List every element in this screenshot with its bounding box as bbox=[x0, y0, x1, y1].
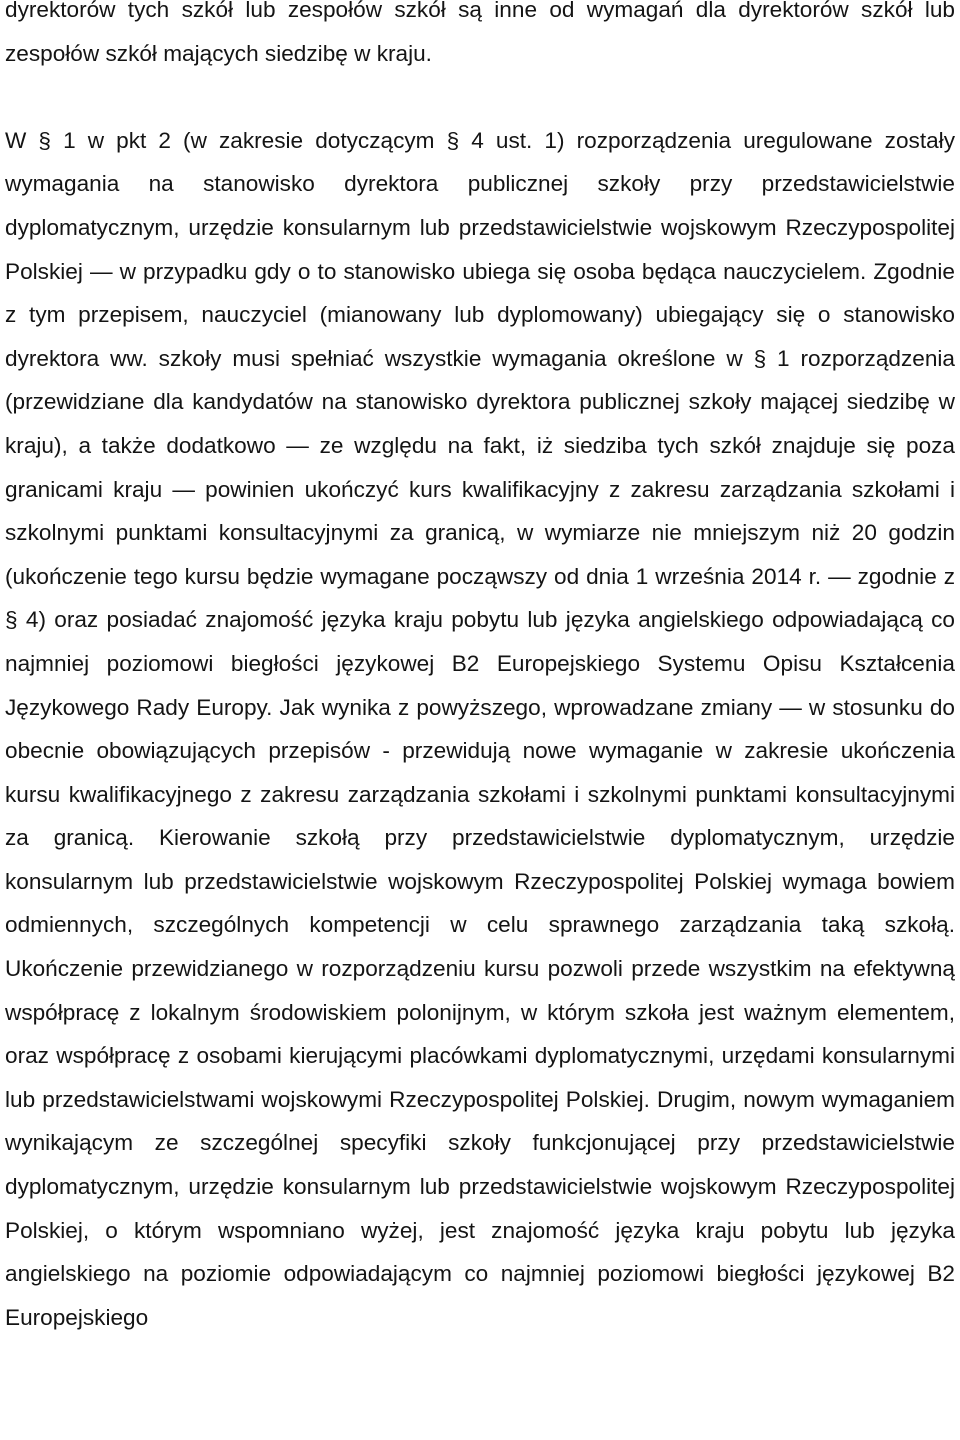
document-page bbox=[5, 0, 955, 1440]
paragraph-spacer bbox=[5, 75, 955, 119]
paragraph-continued: dyrektorów tych szkół lub zespołów szkół są inne od wymagań dla dyrektorów szkół lub zespołów szkół mających siedzibę w kraju. bbox=[5, 0, 955, 66]
paragraph-regulation-requirements: W § 1 w pkt 2 (w zakresie dotyczącym § 4 ust. 1) rozporządzenia uregulowane zostały wymagania na stanowisko dyrektora publicznej szkoły przy przedstawicielstwie dyplomatycznym, urzędzie konsularnym lub przedstawicielstwie wojskowym Rzeczypospolitej Polskiej — w przypadku gdy o to stanowisko ubiega się osoba będąca nauczycielem. Zgodnie z tym przepisem, nauczyciel (mianowany lub dyplomowany) ubiegający się o stanowisko dyrektora ww. szkoły musi spełniać wszystkie wymagania określone w § 1 rozporządzenia (przewidziane dla kandydatów na stanowisko dyrektora publicznej szkoły mającej siedzibę w kraju), a także dodatkowo — ze względu na fakt, iż siedziba tych szkół znajduje się poza granicami kraju — powinien ukończyć kurs kwalifikacyjny z zakresu zarządzania szkołami i szkolnymi punktami konsultacyjnymi za granicą, w wymiarze nie mniejszym niż 20 godzin (ukończenie tego kursu będzie wymagane począwszy od dnia 1 września 2014 r. — zgodnie z § 4) oraz posiadać znajomość języka kraju pobytu lub języka angielskiego odpowiadającą co najmniej poziomowi biegłości językowej B2 Europejskiego Systemu Opisu Kształcenia Językowego Rady Europy. Jak wynika z powyższego, wprowadzane zmiany — w stosunku do obecnie obowiązujących przepisów - przewidują nowe wymaganie w zakresie ukończenia kursu kwalifikacyjnego z zakresu zarządzania szkołami i szkolnymi punktami konsultacyjnymi za granicą. Kierowanie szkołą przy przedstawicielstwie dyplomatycznym, urzędzie konsularnym lub przedstawicielstwie wojskowym Rzeczypospolitej Polskiej wymaga bowiem odmiennych, szczególnych kompetencji w celu sprawnego zarządzania taką szkołą. Ukończenie przewidzianego w rozporządzeniu kursu pozwoli przede wszystkim na efektywną współpracę z lokalnym środowiskiem polonijnym, w którym szkoła jest ważnym elementem, oraz współpracę z osobami kierującymi placówkami dyplomatycznymi, urzędami konsularnymi lub przedstawicielstwami wojskowymi Rzeczypospolitej Polskiej. Drugim, nowym wymaganiem wynikającym ze szczególnej specyfiki szkoły funkcjonującej przy przedstawicielstwie dyplomatycznym, urzędzie konsularnym lub przedstawicielstwie wojskowym Rzeczypospolitej Polskiej, o którym wspomniano wyżej, jest znajomość języka kraju pobytu lub języka angielskiego na poziomie odpowiadającym co najmniej poziomowi biegłości językowej B2 Europejskiego bbox=[5, 127, 955, 1330]
